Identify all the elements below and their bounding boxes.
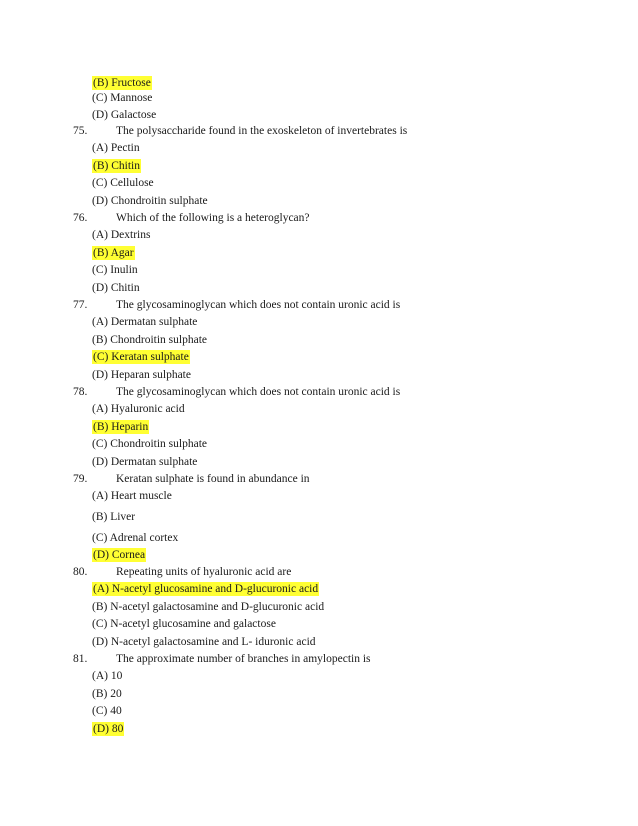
option-text: (D) N-acetyl galactosamine and L- iduronic acid	[92, 636, 316, 648]
option-text: (B) N-acetyl galactosamine and D-glucuronic acid	[92, 601, 325, 613]
option-text: (D) Galactose	[92, 109, 157, 121]
question-number: 77.	[73, 299, 88, 311]
question-text: Keratan sulphate is found in abundance in	[116, 473, 310, 485]
option-text: (D) Chondroitin sulphate	[92, 195, 208, 207]
option-text: (A) Dermatan sulphate	[92, 316, 198, 328]
question-number: 76.	[73, 212, 88, 224]
question-text: The glycosaminoglycan which does not contain uronic acid is	[116, 299, 401, 311]
option-text: (A) Pectin	[92, 142, 140, 154]
option-text: (C) Keratan sulphate	[93, 351, 189, 363]
option-text: (B) Agar	[93, 247, 134, 259]
option-text: (B) Heparin	[93, 421, 149, 433]
option-text: (C) Mannose	[92, 92, 153, 104]
option-text: (A) Dextrins	[92, 229, 151, 241]
option-text: (C) 40	[92, 705, 122, 717]
option-text: (C) N-acetyl glucosamine and galactose	[92, 618, 276, 630]
question-text: Which of the following is a heteroglycan?	[116, 212, 310, 224]
option-text: (A) Hyaluronic acid	[92, 403, 185, 415]
question-number: 75.	[73, 125, 88, 137]
option-text: (A) 10	[92, 670, 123, 682]
option-text: (C) Cellulose	[92, 177, 154, 189]
option-text: (B) Fructose	[93, 77, 151, 89]
question-text: Repeating units of hyaluronic acid are	[116, 566, 292, 578]
option-text: (D) Dermatan sulphate	[92, 456, 198, 468]
question-text: The polysaccharide found in the exoskeleton of invertebrates is	[116, 125, 408, 137]
option-text: (A) N-acetyl glucosamine and D-glucuronic acid	[93, 583, 319, 595]
option-text: (D) Cornea	[93, 549, 146, 561]
question-number: 80.	[73, 566, 88, 578]
option-text: (B) Liver	[92, 511, 136, 523]
option-text: (B) Chondroitin sulphate	[92, 334, 207, 346]
option-text: (D) Chitin	[92, 282, 140, 294]
option-text: (D) 80	[93, 723, 124, 735]
option-text: (B) Chitin	[93, 160, 140, 172]
question-number: 78.	[73, 386, 88, 398]
question-text: The approximate number of branches in amylopectin is	[116, 653, 371, 665]
option-text: (C) Adrenal cortex	[92, 532, 179, 544]
option-text: (D) Heparan sulphate	[92, 369, 191, 381]
question-number: 81.	[73, 653, 88, 665]
question-number: 79.	[73, 473, 88, 485]
option-text: (B) 20	[92, 688, 122, 700]
question-text: The glycosaminoglycan which does not contain uronic acid is	[116, 386, 401, 398]
option-text: (C) Inulin	[92, 264, 138, 276]
option-text: (C) Chondroitin sulphate	[92, 438, 207, 450]
option-text: (A) Heart muscle	[92, 490, 172, 502]
